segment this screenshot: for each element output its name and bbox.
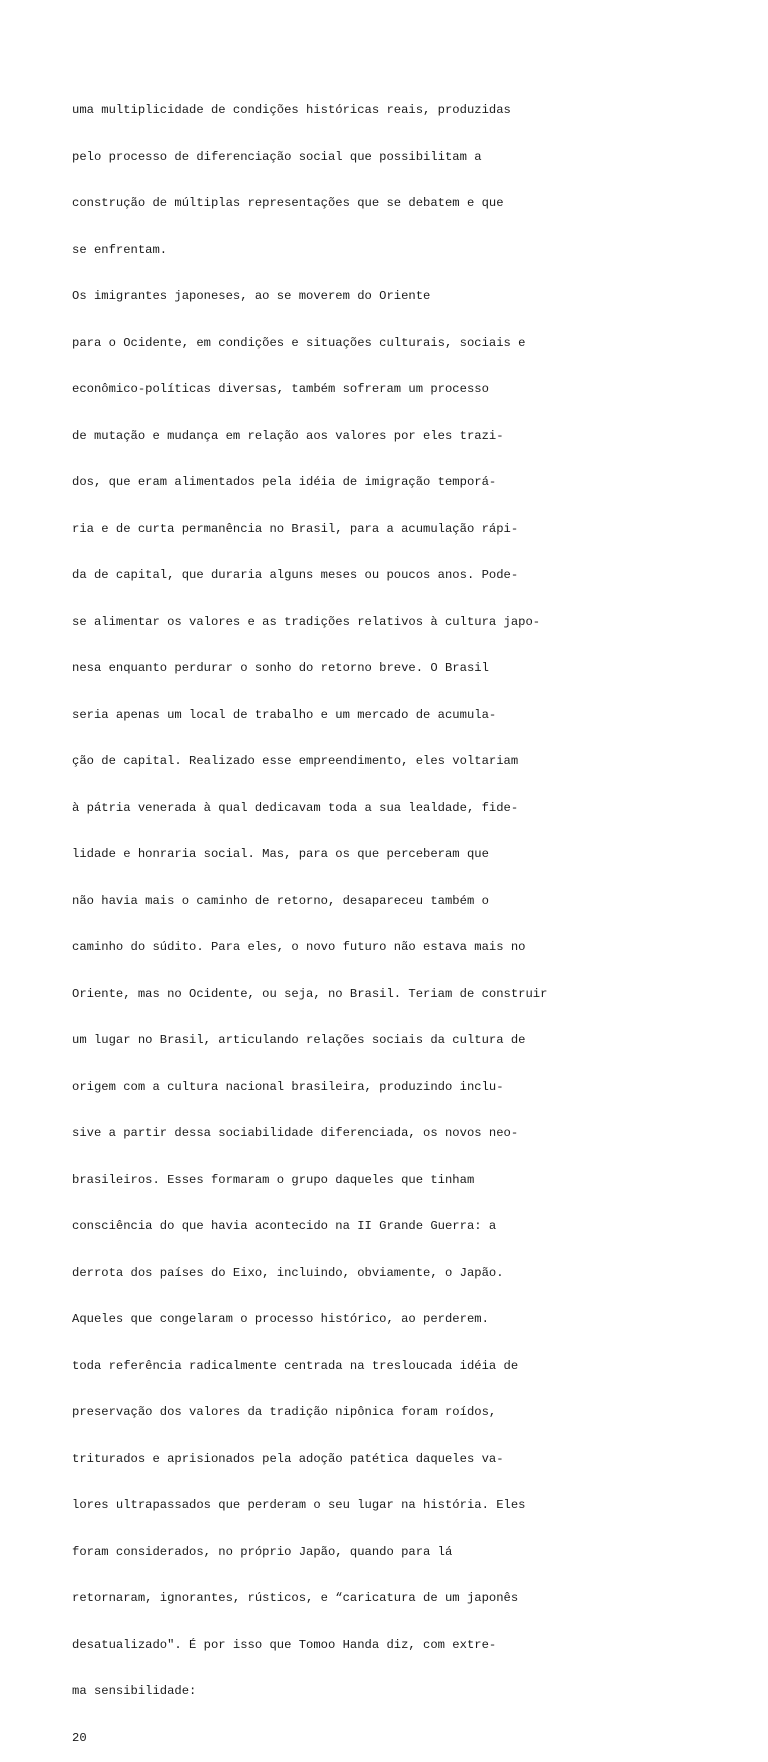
text-line: econômico-políticas diversas, também sofreram um processo [72,382,489,396]
text-line: Os imigrantes japoneses, ao se moverem do Oriente [72,289,431,303]
text-line: brasileiros. Esses formaram o grupo daqueles que tinham [72,1172,475,1187]
text-line: ria e de curta permanência no Brasil, para a acumulação rápi- [72,521,519,536]
text-line: um lugar no Brasil, articulando relações sociais da cultura de [72,1033,526,1047]
text-line: não havia mais o caminho de retorno, desapareceu também o [72,893,489,908]
text-line: consciência do que havia acontecido na II Grande Guerra: a [72,1219,497,1233]
text-line: construção de múltiplas representações que se debatem e que [72,196,504,210]
text-line: toda referência radicalmente centrada na tresloucada idéia de [72,1358,519,1373]
text-line: nesa enquanto perdurar o sonho do retorno breve. O Brasil [72,661,489,675]
text-line: se enfrentam. [72,242,168,257]
text-line: uma multiplicidade de condições históricas reais, produzidas [72,103,511,117]
text-line: caminho do súdito. Para eles, o novo futuro não estava mais no [72,940,526,954]
text-line: Aqueles que congelaram o processo histórico, ao perderem. [72,1312,489,1326]
text-line: triturados e aprisionados pela adoção patética daqueles va- [72,1451,504,1466]
text-line: derrota dos países do Eixo, incluindo, obviamente, o Japão. [72,1265,504,1280]
text-line: lores ultrapassados que perderam o seu lugar na história. Eles [72,1498,526,1512]
text-line: foram considerados, no próprio Japão, quando para lá [72,1544,453,1559]
text-line: para o Ocidente, em condições e situações culturais, sociais e [72,335,526,350]
text-line: se alimentar os valores e as tradições relativos à cultura japo- [72,614,541,629]
text-line: retornaram, ignorantes, rústicos, e “caricatura de um japonês [72,1591,519,1605]
page-number: 20 [72,1730,87,1745]
text-line: Oriente, mas no Ocidente, ou seja, no Brasil. Teriam de construir [72,986,548,1001]
text-line: sive a partir dessa sociabilidade diferenciada, os novos neo- [72,1126,519,1140]
document-body [72,72,547,1762]
text-line: origem com a cultura nacional brasileira, produzindo inclu- [72,1079,504,1094]
text-line: lidade e honraria social. Mas, para os que perceberam que [72,847,489,861]
text-line: ção de capital. Realizado esse empreendimento, eles voltariam [72,754,519,768]
text-line: pelo processo de diferenciação social que possibilitam a [72,149,482,164]
text-line: da de capital, que duraria alguns meses ou poucos anos. Pode- [72,568,519,582]
text-line: de mutação e mudança em relação aos valores por eles trazi- [72,428,504,443]
text-line: seria apenas um local de trabalho e um mercado de acumula- [72,707,497,722]
text-line: preservação dos valores da tradição nipônica foram roídos, [72,1405,497,1419]
text-line: ma sensibilidade: [72,1684,197,1698]
text-line: dos, que eram alimentados pela idéia de imigração temporá- [72,475,497,489]
text-line: à pátria venerada à qual dedicavam toda a sua lealdade, fide- [72,800,519,815]
text-line: desatualizado". É por isso que Tomoo Handa diz, com extre- [72,1637,497,1652]
